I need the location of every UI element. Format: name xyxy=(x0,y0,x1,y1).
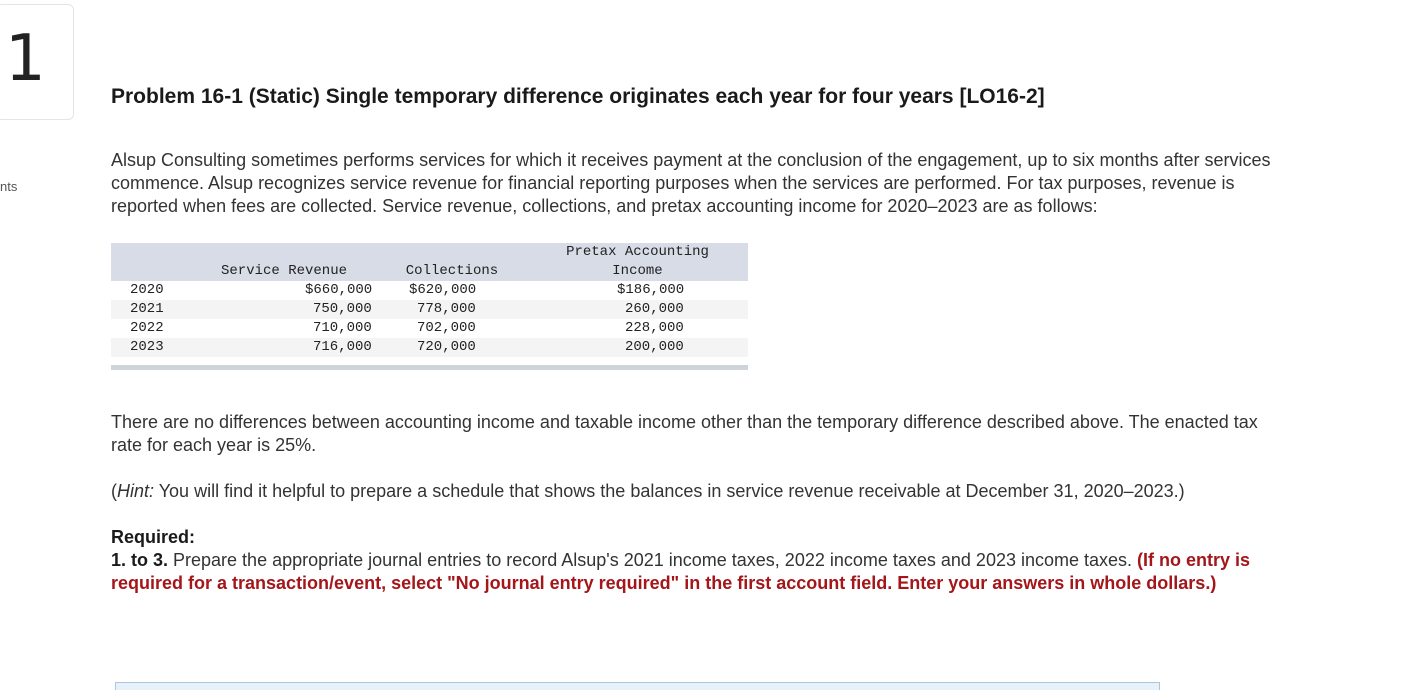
cell-service-revenue: $660,000 xyxy=(305,282,373,298)
table-row xyxy=(111,281,748,300)
cell-collections: 778,000 xyxy=(417,301,476,317)
header-service-revenue xyxy=(191,243,377,281)
question-number-card[interactable] xyxy=(0,4,74,120)
cell-year: 2020 xyxy=(130,282,164,298)
problem-title: Problem 16-1 (Static) Single temporary difference originates each year for four years [LO16-2] xyxy=(111,85,1045,108)
table-spacer-row xyxy=(111,357,748,365)
required-instruction: (If no entry is required for a transaction/event, select "No journal entry required" in the first account field. Enter your answers in whole dollars.) xyxy=(111,550,1251,593)
cell-collections: 720,000 xyxy=(417,339,476,355)
required-number: 1. to 3. xyxy=(111,550,169,570)
table-row xyxy=(111,338,748,357)
cell-pretax-income: 260,000 xyxy=(625,301,684,317)
cell-pretax-income: $186,000 xyxy=(617,282,685,298)
cell-pretax-income: 200,000 xyxy=(625,339,684,355)
problem-content xyxy=(111,82,1286,595)
data-table xyxy=(111,243,748,370)
cell-service-revenue: 710,000 xyxy=(313,320,372,336)
required-body xyxy=(111,549,1286,595)
header-pretax-income xyxy=(527,243,748,281)
hint-open-paren: ( xyxy=(111,481,117,501)
hint-label: Hint: xyxy=(117,481,155,501)
required-label: Required: xyxy=(111,527,196,547)
problem-hint xyxy=(111,480,1286,503)
cell-service-revenue: 716,000 xyxy=(313,339,372,355)
question-number: 1 xyxy=(5,22,46,96)
problem-intro: Alsup Consulting sometimes performs services for which it receives payment at the conclusion of the engagement, up to six months after services commence. Alsup recognizes service revenue for financial reporting purposes when the services are performed. For tax purposes, revenue is reported when fees are collected. Service revenue, collections, and pretax accounting income for 2020–2023 are as follows: xyxy=(111,150,1271,216)
header-pretax-line1: Pretax Accounting xyxy=(566,244,709,260)
table-row xyxy=(111,300,748,319)
cell-year: 2022 xyxy=(130,320,164,336)
header-collections-label: Collections xyxy=(405,263,499,279)
header-pretax-line2: Income xyxy=(612,263,663,279)
table-bottom-border xyxy=(111,365,748,370)
answer-tabs-panel[interactable] xyxy=(115,682,1160,690)
header-year xyxy=(111,243,191,281)
header-service-revenue-label: Service Revenue xyxy=(220,263,348,279)
cell-pretax-income: 228,000 xyxy=(625,320,684,336)
side-label: nts xyxy=(0,179,18,194)
cell-service-revenue: 750,000 xyxy=(313,301,372,317)
required-text: Prepare the appropriate journal entries to record Alsup's 2021 income taxes, 2022 income taxes and 2023 income taxes. xyxy=(168,550,1138,570)
cell-collections: $620,000 xyxy=(409,282,477,298)
header-collections xyxy=(377,243,527,281)
cell-collections: 702,000 xyxy=(417,320,476,336)
required-section xyxy=(111,526,1286,595)
problem-note: There are no differences between accounting income and taxable income other than the temporary difference described above. The enacted tax rate for each year is 25%. xyxy=(111,412,1258,455)
table-row xyxy=(111,319,748,338)
cell-year: 2023 xyxy=(130,339,164,355)
hint-text: You will find it helpful to prepare a schedule that shows the balances in service revenue receivable at December 31, 2020–2023.) xyxy=(154,481,1185,501)
cell-year: 2021 xyxy=(130,301,164,317)
table-header-row xyxy=(111,243,748,281)
